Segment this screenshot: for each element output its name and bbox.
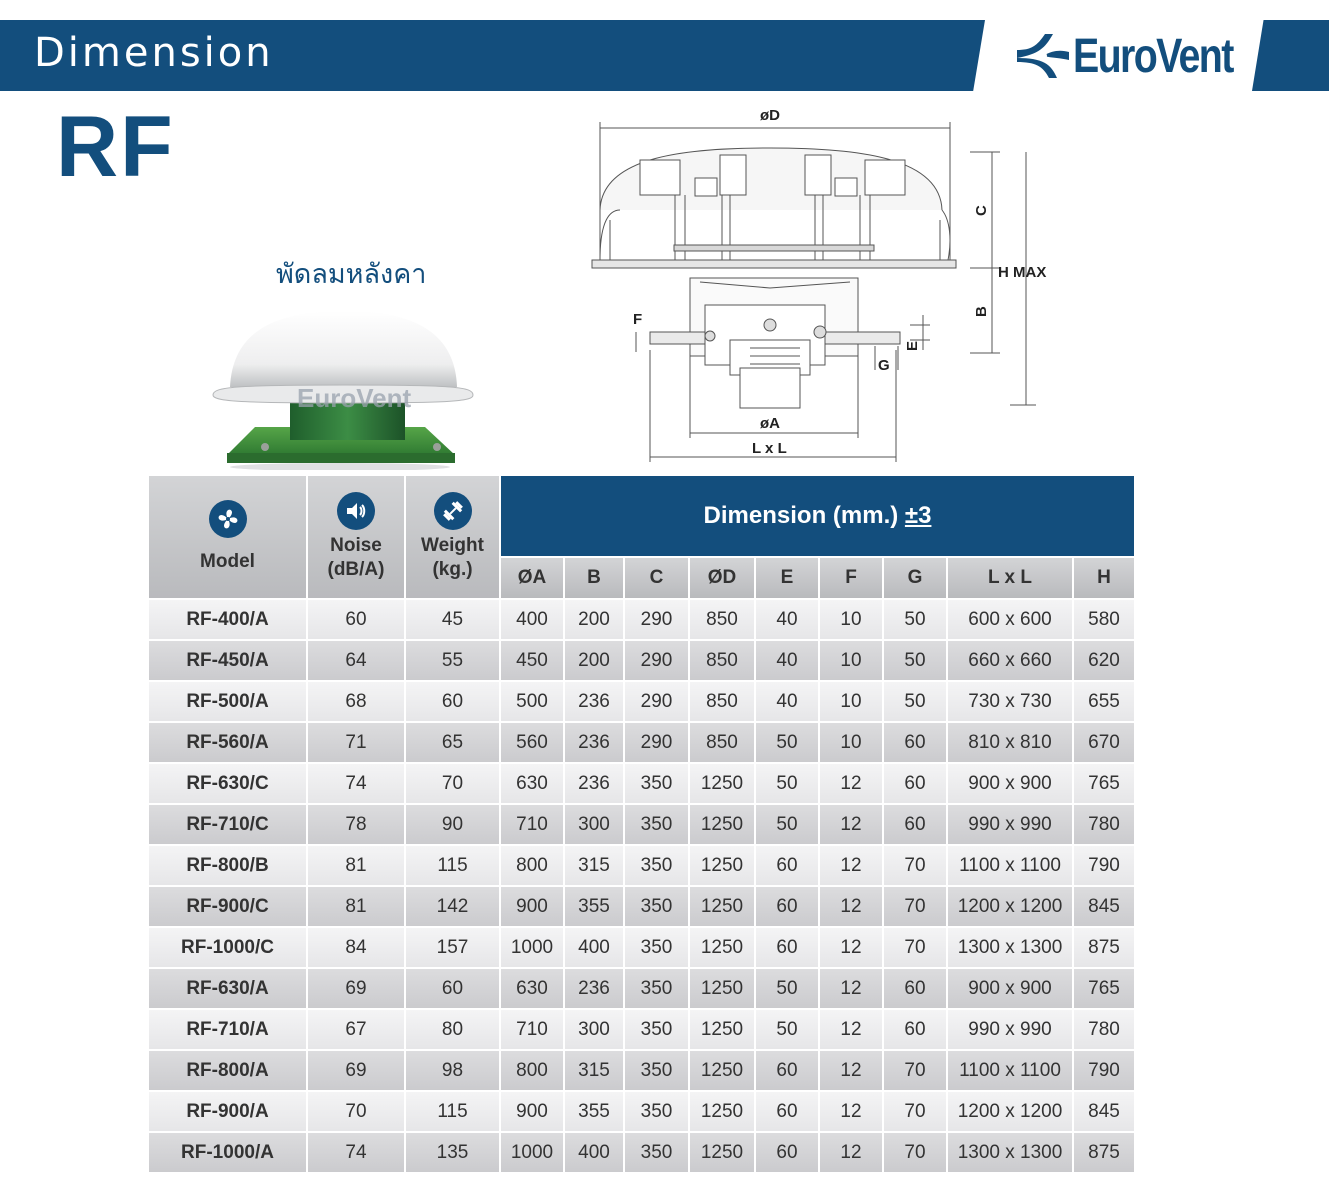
value-cell: 1250 [690,1051,754,1090]
value-cell: 60 [884,723,946,762]
value-cell: 290 [625,641,688,680]
value-cell: 70 [406,764,499,803]
value-cell: 350 [625,1010,688,1049]
value-cell: 12 [820,1010,882,1049]
brand-logo [1013,28,1268,84]
col-b: B [565,558,623,598]
value-cell: 300 [565,805,623,844]
value-cell: 350 [625,1051,688,1090]
value-cell: 50 [884,641,946,680]
value-cell: 1250 [690,1010,754,1049]
value-cell: 60 [884,969,946,1008]
value-cell: 800 [501,1051,563,1090]
value-cell: 60 [406,969,499,1008]
value-cell: 1250 [690,887,754,926]
value-cell: 157 [406,928,499,967]
value-cell: 12 [820,764,882,803]
value-cell: 69 [308,1051,404,1090]
label-f: F [633,311,643,328]
value-cell: 236 [565,764,623,803]
header-noise [308,476,404,598]
col-e: E [756,558,818,598]
page-title: Dimension [34,30,274,76]
table-row [149,1051,1134,1090]
value-cell: 1300 x 1300 [948,1133,1072,1172]
value-cell: 135 [406,1133,499,1172]
value-cell: 142 [406,887,499,926]
table-row [149,723,1134,762]
label-b: B [973,306,990,317]
header-dimension-tolerance: ±3 [904,502,932,529]
value-cell: 580 [1074,600,1134,639]
value-cell: 290 [625,600,688,639]
col-od: ØD [690,558,754,598]
value-cell: 12 [820,1092,882,1131]
value-cell: 630 [501,969,563,1008]
table-row [149,682,1134,721]
value-cell: 70 [884,846,946,885]
value-cell: 315 [565,846,623,885]
table-row [149,887,1134,926]
value-cell: 50 [884,682,946,721]
product-code: RF [56,99,175,195]
value-cell: 350 [625,887,688,926]
value-cell: 400 [501,600,563,639]
dumbbell-icon [434,492,472,530]
photo-watermark: EuroVent [297,383,412,413]
value-cell: 1000 [501,928,563,967]
value-cell: 60 [406,682,499,721]
eurovent-mark-icon [1013,28,1071,84]
value-cell: 1300 x 1300 [948,928,1072,967]
value-cell: 1250 [690,764,754,803]
value-cell: 236 [565,682,623,721]
value-cell: 600 x 600 [948,600,1072,639]
value-cell: 850 [690,600,754,639]
table-row [149,846,1134,885]
value-cell: 900 x 900 [948,969,1072,1008]
value-cell: 60 [756,1133,818,1172]
value-cell: 10 [820,600,882,639]
label-g: G [878,357,890,374]
value-cell: 236 [565,969,623,1008]
speaker-icon [337,492,375,530]
header-model-label: Model [200,551,255,572]
value-cell: 12 [820,1133,882,1172]
value-cell: 50 [884,600,946,639]
value-cell: 10 [820,682,882,721]
value-cell: 900 [501,887,563,926]
value-cell: 875 [1074,928,1134,967]
value-cell: 98 [406,1051,499,1090]
value-cell: 1250 [690,1133,754,1172]
value-cell: 730 x 730 [948,682,1072,721]
value-cell: 350 [625,805,688,844]
value-cell: 900 x 900 [948,764,1072,803]
value-cell: 68 [308,682,404,721]
value-cell: 60 [756,928,818,967]
value-cell: 69 [308,969,404,1008]
value-cell: 780 [1074,805,1134,844]
value-cell: 64 [308,641,404,680]
value-cell: 200 [565,641,623,680]
value-cell: 70 [884,887,946,926]
value-cell: 1100 x 1100 [948,1051,1072,1090]
header-dimension-label: Dimension (mm.) [703,502,905,529]
col-g: G [884,558,946,598]
value-cell: 350 [625,846,688,885]
value-cell: 50 [756,805,818,844]
value-cell: 450 [501,641,563,680]
model-cell: RF-710/A [149,1010,306,1049]
value-cell: 875 [1074,1133,1134,1172]
value-cell: 850 [690,682,754,721]
value-cell: 60 [884,764,946,803]
value-cell: 850 [690,723,754,762]
value-cell: 350 [625,764,688,803]
value-cell: 780 [1074,1010,1134,1049]
model-cell: RF-800/B [149,846,306,885]
value-cell: 350 [625,969,688,1008]
value-cell: 655 [1074,682,1134,721]
value-cell: 1250 [690,1092,754,1131]
model-cell: RF-800/A [149,1051,306,1090]
value-cell: 900 [501,1092,563,1131]
product-photo [205,295,475,470]
value-cell: 1250 [690,969,754,1008]
value-cell: 60 [756,1051,818,1090]
value-cell: 850 [690,641,754,680]
value-cell: 765 [1074,764,1134,803]
value-cell: 1200 x 1200 [948,1092,1072,1131]
label-oa: øA [760,415,780,432]
value-cell: 60 [884,1010,946,1049]
col-oa: ØA [501,558,563,598]
value-cell: 710 [501,1010,563,1049]
model-cell: RF-900/A [149,1092,306,1131]
table-row [149,928,1134,967]
value-cell: 1250 [690,846,754,885]
value-cell: 67 [308,1010,404,1049]
value-cell: 70 [884,1133,946,1172]
spec-table [147,474,1136,1174]
header-weight-unit: (kg.) [432,559,473,580]
value-cell: 60 [756,1092,818,1131]
value-cell: 1100 x 1100 [948,846,1072,885]
label-hmax: H MAX [998,264,1047,281]
value-cell: 790 [1074,1051,1134,1090]
value-cell: 81 [308,846,404,885]
value-cell: 1200 x 1200 [948,887,1072,926]
value-cell: 60 [756,846,818,885]
value-cell: 60 [884,805,946,844]
header-weight [406,476,499,598]
value-cell: 350 [625,1092,688,1131]
model-cell: RF-1000/A [149,1133,306,1172]
col-h: H [1074,558,1134,598]
value-cell: 350 [625,1133,688,1172]
value-cell: 800 [501,846,563,885]
value-cell: 500 [501,682,563,721]
model-cell: RF-710/C [149,805,306,844]
value-cell: 71 [308,723,404,762]
label-od: øD [760,107,780,124]
value-cell: 560 [501,723,563,762]
value-cell: 40 [756,682,818,721]
dimension-drawing [580,100,1050,470]
value-cell: 350 [625,928,688,967]
label-e: E [904,340,921,351]
header-model [149,476,306,598]
value-cell: 78 [308,805,404,844]
value-cell: 50 [756,1010,818,1049]
value-cell: 236 [565,723,623,762]
value-cell: 81 [308,887,404,926]
value-cell: 55 [406,641,499,680]
value-cell: 12 [820,887,882,926]
value-cell: 12 [820,1051,882,1090]
value-cell: 355 [565,1092,623,1131]
col-lxl: L x L [948,558,1072,598]
value-cell: 790 [1074,846,1134,885]
value-cell: 1250 [690,805,754,844]
header-dimension [501,476,1134,556]
value-cell: 70 [884,928,946,967]
value-cell: 60 [756,887,818,926]
value-cell: 355 [565,887,623,926]
model-cell: RF-1000/C [149,928,306,967]
value-cell: 45 [406,600,499,639]
value-cell: 12 [820,846,882,885]
value-cell: 990 x 990 [948,805,1072,844]
value-cell: 1000 [501,1133,563,1172]
value-cell: 60 [308,600,404,639]
value-cell: 1250 [690,928,754,967]
value-cell: 12 [820,805,882,844]
value-cell: 12 [820,969,882,1008]
value-cell: 990 x 990 [948,1010,1072,1049]
value-cell: 10 [820,723,882,762]
value-cell: 90 [406,805,499,844]
value-cell: 80 [406,1010,499,1049]
table-row [149,969,1134,1008]
value-cell: 65 [406,723,499,762]
model-cell: RF-500/A [149,682,306,721]
table-row [149,764,1134,803]
value-cell: 50 [756,764,818,803]
model-cell: RF-450/A [149,641,306,680]
value-cell: 660 x 660 [948,641,1072,680]
value-cell: 300 [565,1010,623,1049]
value-cell: 50 [756,969,818,1008]
value-cell: 290 [625,682,688,721]
col-c: C [625,558,688,598]
model-cell: RF-560/A [149,723,306,762]
table-row [149,1010,1134,1049]
model-cell: RF-400/A [149,600,306,639]
header-noise-unit: (dB/A) [327,559,385,580]
value-cell: 40 [756,641,818,680]
value-cell: 400 [565,1133,623,1172]
product-thai-label: พัดลมหลังคา [276,259,427,290]
value-cell: 74 [308,764,404,803]
table-row [149,1133,1134,1172]
fan-icon [209,500,247,538]
value-cell: 845 [1074,1092,1134,1131]
label-lxl: L x L [752,440,787,457]
value-cell: 630 [501,764,563,803]
value-cell: 50 [756,723,818,762]
brand-name: EuroVent [1073,29,1233,83]
value-cell: 670 [1074,723,1134,762]
table-row [149,805,1134,844]
col-f: F [820,558,882,598]
value-cell: 84 [308,928,404,967]
header-weight-label: Weight [421,535,484,556]
value-cell: 200 [565,600,623,639]
value-cell: 710 [501,805,563,844]
value-cell: 70 [884,1092,946,1131]
value-cell: 400 [565,928,623,967]
header-noise-label: Noise [330,535,382,556]
value-cell: 10 [820,641,882,680]
model-cell: RF-630/C [149,764,306,803]
value-cell: 315 [565,1051,623,1090]
value-cell: 290 [625,723,688,762]
table-row [149,600,1134,639]
table-row [149,641,1134,680]
table-row [149,1092,1134,1131]
value-cell: 115 [406,846,499,885]
value-cell: 620 [1074,641,1134,680]
value-cell: 40 [756,600,818,639]
model-cell: RF-630/A [149,969,306,1008]
label-c: C [973,205,990,216]
value-cell: 845 [1074,887,1134,926]
value-cell: 115 [406,1092,499,1131]
value-cell: 12 [820,928,882,967]
value-cell: 70 [308,1092,404,1131]
value-cell: 810 x 810 [948,723,1072,762]
value-cell: 765 [1074,969,1134,1008]
value-cell: 70 [884,1051,946,1090]
model-cell: RF-900/C [149,887,306,926]
value-cell: 74 [308,1133,404,1172]
